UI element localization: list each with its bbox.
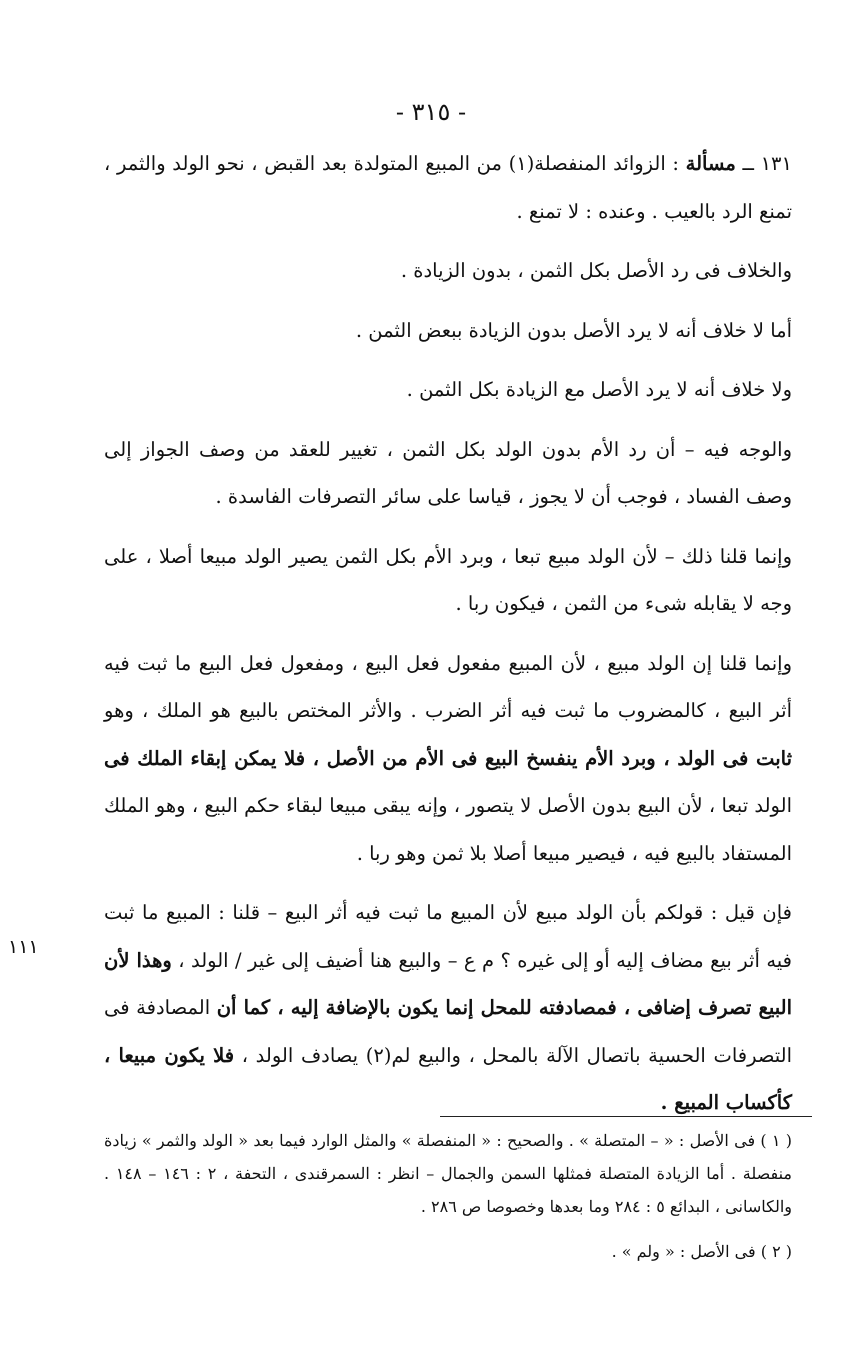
main-text	[104, 140, 812, 1127]
paragraph-objection	[104, 889, 812, 1127]
paragraph-khilaf: والخلاف فى رد الأصل بكل الثمن ، بدون الزيادة .	[400, 259, 792, 282]
text-run: وإنما قلنا إن الولد مبيع ، لأن المبيع مفعول فعل البيع ، ومفعول فعل البيع ما ثبت فيه أثر البيع ، كالمضروب ما ثبت فيه أثر الضرب . والأثر المختص بالبيع هو الملك ، وهو	[104, 651, 792, 722]
bold-run: فلا يكون مبيعا ، كأكساب المبيع .	[104, 1043, 792, 1114]
text-run: فإن قيل : قولكم بأن الولد مبيع لأن المبيع ما ثبت فيه أثر البيع – قلنا : المبيع ما ثبت فيه أثر بيع مضاف إليه أو إلى غيره ؟ م ع – والبيع هنا أضيف إلى غير / الولد ،	[104, 901, 792, 972]
text-run: المصادفة فى التصرفات الحسية باتصال الآلة بالمحل ، والبيع لم(٢) يصادف الولد ،	[104, 996, 792, 1067]
footnotes	[104, 1124, 812, 1268]
paragraph-innama-1: وإنما قلنا ذلك – لأن الولد مبيع تبعا ، وبرد الأم بكل الثمن يصير الولد مبيعا أصلا ، على وجه لا يقابله شىء من الثمن ، فيكون ربا .	[104, 544, 792, 615]
paragraph-innama-2	[104, 640, 812, 878]
footnote-2: ( ٢ ) فى الأصل : « ولم » .	[611, 1242, 792, 1261]
page-number: - ٣١٥ -	[395, 98, 467, 126]
issue-label: مسألة	[685, 152, 736, 175]
paragraph-no-dispute-2: ولا خلاف أنه لا يرد الأصل مع الزيادة بكل الثمن .	[406, 378, 792, 401]
issue-text: : الزوائد المنفصلة(١) من المبيع المتولدة بعد القبض ، نحو الولد والثمر ، تمنع الرد بالعيب . وعنده : لا تمنع .	[104, 152, 792, 223]
paragraph-wajh: والوجه فيه – أن رد الأم بدون الولد بكل الثمن ، تغيير للعقد من وصف الجواز إلى وصف الفساد ، فوجب أن لا يجوز ، قياسا على سائر التصرفات الفاسدة .	[104, 437, 792, 508]
paragraph-masala	[104, 140, 812, 235]
footnote-1: ( ١ ) فى الأصل : « – المتصلة » . والصحيح : « المنفصلة » والمثل الوارد فيما بعد « الولد والثمر » زيادة منفصلة . أما الزيادة المتصلة فمثلها السمن والجمال – انظر : السمرقندى ، التحفة ، ٢ : ١٤٦ – ١٤٨ . والكاسانى ، البدائع ٥ : ٢٨٤ وما بعدها وخصوصا ص ٢٨٦ .	[104, 1131, 793, 1216]
margin-folio-number: ١١١	[8, 936, 39, 958]
footnote-separator	[440, 1116, 812, 1117]
bold-run: وهذا لأن البيع تصرف إضافى ، فمصادفته للمحل إنما يكون بالإضافة إليه ، كما أن	[104, 948, 793, 1019]
issue-number: ١٣١ ــ	[735, 152, 792, 175]
paragraph-no-dispute-1: أما لا خلاف أنه لا يرد الأصل بدون الزيادة ببعض الثمن .	[355, 318, 792, 342]
bold-run: ثابت فى الولد ، وبرد الأم ينفسخ البيع فى الأم من الأصل ، فلا يمكن إبقاء الملك فى	[104, 746, 792, 770]
text-run: الولد تبعا ، لأن البيع بدون الأصل لا يتصور ، وإنه يبقى مبيعا لبقاء حكم البيع ، وهو الملك المستفاد بالبيع فيه ، فيصير مبيعا أصلا بلا ثمن وهو ربا .	[104, 794, 792, 865]
